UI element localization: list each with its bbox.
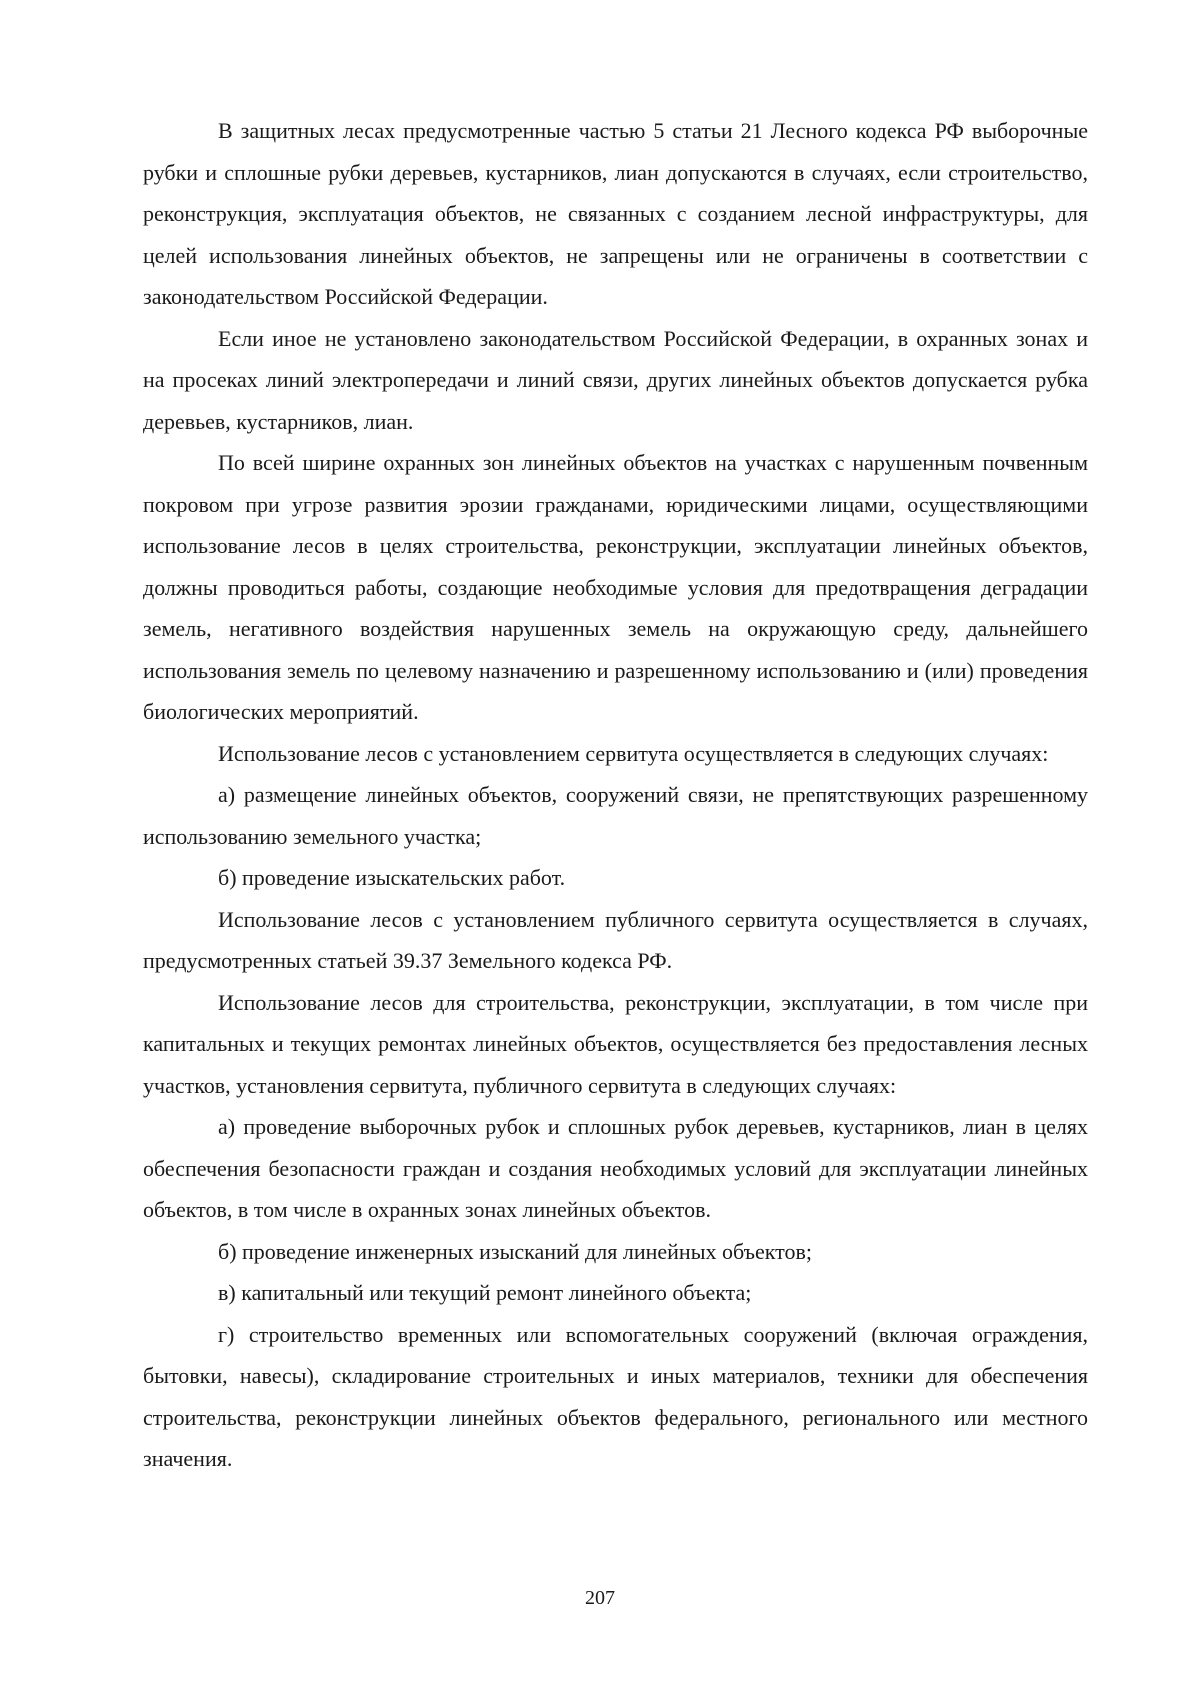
- list-item: а) проведение выборочных рубок и сплошных рубок деревьев, кустарников, лиан в целях обеспечения безопасности граждан и создания необходимых условий для эксплуатации линейных объектов, в том числе в охранных зонах линейных объектов.: [143, 1114, 1088, 1222]
- list-item: б) проведение инженерных изысканий для линейных объектов;: [218, 1238, 812, 1264]
- paragraph: Использование лесов с установлением сервитута осуществляется в следующих случаях:: [218, 740, 1049, 766]
- list-item: б) проведение изыскательских работ.: [218, 865, 566, 890]
- paragraph: Использование лесов с установлением публичного сервитута осуществляется в случаях, предусмотренных статьей 39.37 Земельного кодекса РФ.: [143, 906, 1088, 973]
- paragraph: По всей ширине охранных зон линейных объектов на участках с нарушенным почвенным покровом при угрозе развития эрозии гражданами, юридическими лицами, осуществляющими использование лесов в целях строительства, реконструкции, эксплуатации линейных объектов, должны проводиться работы, создающие необходимые условия для предотвращения деградации земель, негативного воздействия нарушенных земель на окружающую среду, дальнейшего использования земель по целевому назначению и разрешенному использованию и (или) проведения биологических мероприятий.: [143, 450, 1088, 724]
- list-item: г) строительство временных или вспомогательных сооружений (включая ограждения, бытовки, навесы), складирование строительных и иных материалов, техники для обеспечения строительства, реконструкции линейных объектов федерального, регионального или местного значения.: [143, 1321, 1088, 1471]
- list-item: в) капитальный или текущий ремонт линейного объекта;: [218, 1280, 752, 1305]
- paragraph: Если иное не установлено законодательством Российской Федерации, в охранных зонах и на просеках линий электропередачи и линий связи, других линейных объектов допускается рубка деревьев, кустарников, лиан.: [143, 325, 1088, 434]
- list-item: а) размещение линейных объектов, сооружений связи, не препятствующих разрешенному использованию земельного участка;: [143, 782, 1088, 849]
- paragraph: В защитных лесах предусмотренные частью 5 статьи 21 Лесного кодекса РФ выборочные рубки и сплошные рубки деревьев, кустарников, лиан допускаются в случаях, если строительство, реконструкция, эксплуатация объектов, не связанных с созданием лесной инфраструктуры, для целей использования линейных объектов, не запрещены или не ограничены в соответствии с законодательством Российской Федерации.: [143, 118, 1088, 309]
- page-number: 207: [585, 1587, 615, 1609]
- document-body: [143, 110, 1088, 1480]
- paragraph: Использование лесов для строительства, реконструкции, эксплуатации, в том числе при капитальных и текущих ремонтах линейных объектов, осуществляется без предоставления лесных участков, установления сервитута, публичного сервитута в следующих случаях:: [143, 989, 1088, 1098]
